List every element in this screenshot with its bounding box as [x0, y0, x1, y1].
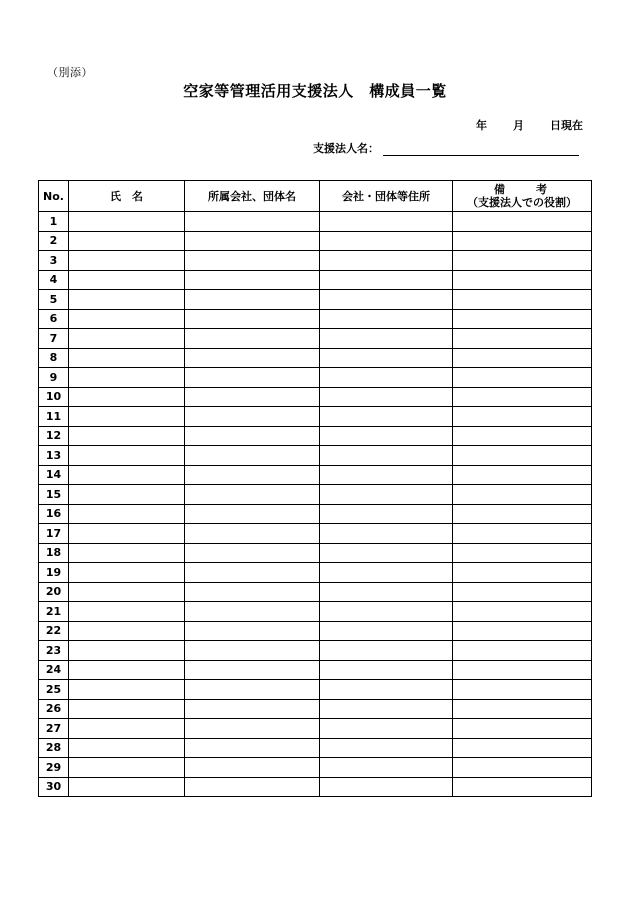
note-cell[interactable]	[453, 621, 592, 641]
affiliation-cell[interactable]	[185, 660, 320, 680]
address-cell[interactable]	[320, 446, 453, 466]
note-cell[interactable]	[453, 465, 592, 485]
address-cell[interactable]	[320, 680, 453, 700]
name-cell[interactable]	[69, 387, 185, 407]
name-cell[interactable]	[69, 504, 185, 524]
table-row	[39, 329, 592, 349]
affiliation-cell[interactable]	[185, 563, 320, 583]
address-cell[interactable]	[320, 270, 453, 290]
affiliation-cell[interactable]	[185, 290, 320, 310]
address-cell[interactable]	[320, 290, 453, 310]
affiliation-cell[interactable]	[185, 582, 320, 602]
name-cell[interactable]	[69, 290, 185, 310]
note-cell[interactable]	[453, 699, 592, 719]
row-number: 25	[39, 680, 69, 700]
row-number: 15	[39, 485, 69, 505]
row-number: 16	[39, 504, 69, 524]
row-number: 24	[39, 660, 69, 680]
note-cell[interactable]	[453, 426, 592, 446]
col-header-affiliation: 所属会社、団体名	[185, 181, 320, 212]
address-cell[interactable]	[320, 329, 453, 349]
col-header-no: No.	[39, 181, 69, 212]
name-cell[interactable]	[69, 582, 185, 602]
corp-name-label: 支援法人名：	[313, 142, 379, 155]
name-cell[interactable]	[69, 543, 185, 563]
table-row	[39, 348, 592, 368]
name-cell[interactable]	[69, 738, 185, 758]
address-cell[interactable]	[320, 485, 453, 505]
note-cell[interactable]	[453, 348, 592, 368]
affiliation-cell[interactable]	[185, 270, 320, 290]
table-row	[39, 758, 592, 778]
col-header-note	[453, 181, 592, 212]
address-cell[interactable]	[320, 660, 453, 680]
name-cell[interactable]	[69, 231, 185, 251]
affiliation-cell[interactable]	[185, 426, 320, 446]
name-cell[interactable]	[69, 407, 185, 427]
affiliation-cell[interactable]	[185, 368, 320, 388]
table-row	[39, 426, 592, 446]
affiliation-cell[interactable]	[185, 719, 320, 739]
table-row	[39, 738, 592, 758]
address-cell[interactable]	[320, 251, 453, 271]
row-number: 19	[39, 563, 69, 583]
affiliation-cell[interactable]	[185, 621, 320, 641]
affiliation-cell[interactable]	[185, 407, 320, 427]
affiliation-cell[interactable]	[185, 543, 320, 563]
name-cell[interactable]	[69, 485, 185, 505]
corp-name-line	[313, 140, 579, 156]
note-cell[interactable]	[453, 251, 592, 271]
row-number: 9	[39, 368, 69, 388]
affiliation-cell[interactable]	[185, 504, 320, 524]
row-number: 14	[39, 465, 69, 485]
affiliation-cell[interactable]	[185, 680, 320, 700]
col-header-note-line1: 備 考	[494, 183, 550, 196]
address-cell[interactable]	[320, 758, 453, 778]
address-cell[interactable]	[320, 563, 453, 583]
table-row	[39, 602, 592, 622]
table-row	[39, 485, 592, 505]
table-row	[39, 465, 592, 485]
name-cell[interactable]	[69, 368, 185, 388]
note-cell[interactable]	[453, 777, 592, 797]
table-header-row	[39, 181, 592, 212]
name-cell[interactable]	[69, 680, 185, 700]
address-cell[interactable]	[320, 621, 453, 641]
note-cell[interactable]	[453, 387, 592, 407]
address-cell[interactable]	[320, 387, 453, 407]
table-row	[39, 524, 592, 544]
name-cell[interactable]	[69, 602, 185, 622]
address-cell[interactable]	[320, 543, 453, 563]
name-cell[interactable]	[69, 524, 185, 544]
col-header-address: 会社・団体等住所	[320, 181, 453, 212]
table-row	[39, 407, 592, 427]
note-cell[interactable]	[453, 582, 592, 602]
table-row	[39, 387, 592, 407]
note-cell[interactable]	[453, 407, 592, 427]
corp-name-field[interactable]	[383, 143, 579, 156]
member-table	[38, 180, 592, 797]
note-cell[interactable]	[453, 543, 592, 563]
note-cell[interactable]	[453, 504, 592, 524]
name-cell[interactable]	[69, 446, 185, 466]
note-cell[interactable]	[453, 368, 592, 388]
table-row	[39, 231, 592, 251]
row-number: 4	[39, 270, 69, 290]
affiliation-cell[interactable]	[185, 309, 320, 329]
affiliation-cell[interactable]	[185, 758, 320, 778]
row-number: 23	[39, 641, 69, 661]
note-cell[interactable]	[453, 602, 592, 622]
table-row	[39, 446, 592, 466]
table-row	[39, 290, 592, 310]
row-number: 2	[39, 231, 69, 251]
name-cell[interactable]	[69, 251, 185, 271]
note-cell[interactable]	[453, 680, 592, 700]
address-cell[interactable]	[320, 407, 453, 427]
affiliation-cell[interactable]	[185, 485, 320, 505]
table-row	[39, 563, 592, 583]
row-number: 12	[39, 426, 69, 446]
name-cell[interactable]	[69, 719, 185, 739]
address-cell[interactable]	[320, 368, 453, 388]
row-number: 8	[39, 348, 69, 368]
affiliation-cell[interactable]	[185, 641, 320, 661]
address-cell[interactable]	[320, 777, 453, 797]
note-cell[interactable]	[453, 309, 592, 329]
note-cell[interactable]	[453, 758, 592, 778]
row-number: 20	[39, 582, 69, 602]
table-row	[39, 699, 592, 719]
date-year-label: 年	[476, 119, 487, 132]
name-cell[interactable]	[69, 348, 185, 368]
name-cell[interactable]	[69, 212, 185, 232]
address-cell[interactable]	[320, 212, 453, 232]
row-number: 11	[39, 407, 69, 427]
note-cell[interactable]	[453, 446, 592, 466]
note-cell[interactable]	[453, 270, 592, 290]
address-cell[interactable]	[320, 582, 453, 602]
note-cell[interactable]	[453, 212, 592, 232]
row-number: 26	[39, 699, 69, 719]
address-cell[interactable]	[320, 738, 453, 758]
note-cell[interactable]	[453, 485, 592, 505]
name-cell[interactable]	[69, 329, 185, 349]
row-number: 3	[39, 251, 69, 271]
table-row	[39, 680, 592, 700]
affiliation-cell[interactable]	[185, 212, 320, 232]
name-cell[interactable]	[69, 465, 185, 485]
col-header-note-line2: （支援法人での役割）	[467, 196, 577, 209]
table-row	[39, 309, 592, 329]
page-title: 空家等管理活用支援法人 構成員一覧	[183, 82, 447, 100]
name-cell[interactable]	[69, 270, 185, 290]
affiliation-cell[interactable]	[185, 777, 320, 797]
row-number: 21	[39, 602, 69, 622]
affiliation-cell[interactable]	[185, 699, 320, 719]
note-cell[interactable]	[453, 231, 592, 251]
table-row	[39, 251, 592, 271]
table-row	[39, 621, 592, 641]
row-number: 5	[39, 290, 69, 310]
row-number: 18	[39, 543, 69, 563]
table-row	[39, 582, 592, 602]
note-cell[interactable]	[453, 329, 592, 349]
note-cell[interactable]	[453, 738, 592, 758]
address-cell[interactable]	[320, 641, 453, 661]
note-cell[interactable]	[453, 290, 592, 310]
name-cell[interactable]	[69, 641, 185, 661]
affiliation-cell[interactable]	[185, 738, 320, 758]
name-cell[interactable]	[69, 563, 185, 583]
name-cell[interactable]	[69, 777, 185, 797]
row-number: 13	[39, 446, 69, 466]
name-cell[interactable]	[69, 699, 185, 719]
note-cell[interactable]	[453, 641, 592, 661]
name-cell[interactable]	[69, 660, 185, 680]
table-row	[39, 641, 592, 661]
row-number: 28	[39, 738, 69, 758]
row-number: 22	[39, 621, 69, 641]
name-cell[interactable]	[69, 309, 185, 329]
affiliation-cell[interactable]	[185, 602, 320, 622]
note-cell[interactable]	[453, 719, 592, 739]
affiliation-cell[interactable]	[185, 348, 320, 368]
row-number: 30	[39, 777, 69, 797]
affiliation-cell[interactable]	[185, 465, 320, 485]
address-cell[interactable]	[320, 348, 453, 368]
row-number: 6	[39, 309, 69, 329]
row-number: 10	[39, 387, 69, 407]
address-cell[interactable]	[320, 524, 453, 544]
note-cell[interactable]	[453, 563, 592, 583]
date-month-label: 月	[513, 119, 524, 132]
address-cell[interactable]	[320, 426, 453, 446]
affiliation-cell[interactable]	[185, 251, 320, 271]
address-cell[interactable]	[320, 699, 453, 719]
affiliation-cell[interactable]	[185, 524, 320, 544]
row-number: 29	[39, 758, 69, 778]
note-cell[interactable]	[453, 660, 592, 680]
table-row	[39, 270, 592, 290]
address-cell[interactable]	[320, 719, 453, 739]
table-row	[39, 212, 592, 232]
address-cell[interactable]	[320, 602, 453, 622]
col-header-name: 氏 名	[69, 181, 185, 212]
table-row	[39, 777, 592, 797]
row-number: 27	[39, 719, 69, 739]
name-cell[interactable]	[69, 426, 185, 446]
affiliation-cell[interactable]	[185, 329, 320, 349]
note-cell[interactable]	[453, 524, 592, 544]
affiliation-cell[interactable]	[185, 387, 320, 407]
address-cell[interactable]	[320, 231, 453, 251]
table-row	[39, 660, 592, 680]
table-row	[39, 368, 592, 388]
row-number: 17	[39, 524, 69, 544]
table-row	[39, 543, 592, 563]
table-row	[39, 719, 592, 739]
address-cell[interactable]	[320, 504, 453, 524]
date-day-label: 日現在	[550, 119, 583, 132]
address-cell[interactable]	[320, 465, 453, 485]
affiliation-cell[interactable]	[185, 231, 320, 251]
name-cell[interactable]	[69, 758, 185, 778]
name-cell[interactable]	[69, 621, 185, 641]
date-line	[476, 117, 583, 133]
row-number: 1	[39, 212, 69, 232]
table-row	[39, 504, 592, 524]
row-number: 7	[39, 329, 69, 349]
affiliation-cell[interactable]	[185, 446, 320, 466]
attachment-label: （別添）	[47, 66, 93, 79]
address-cell[interactable]	[320, 309, 453, 329]
